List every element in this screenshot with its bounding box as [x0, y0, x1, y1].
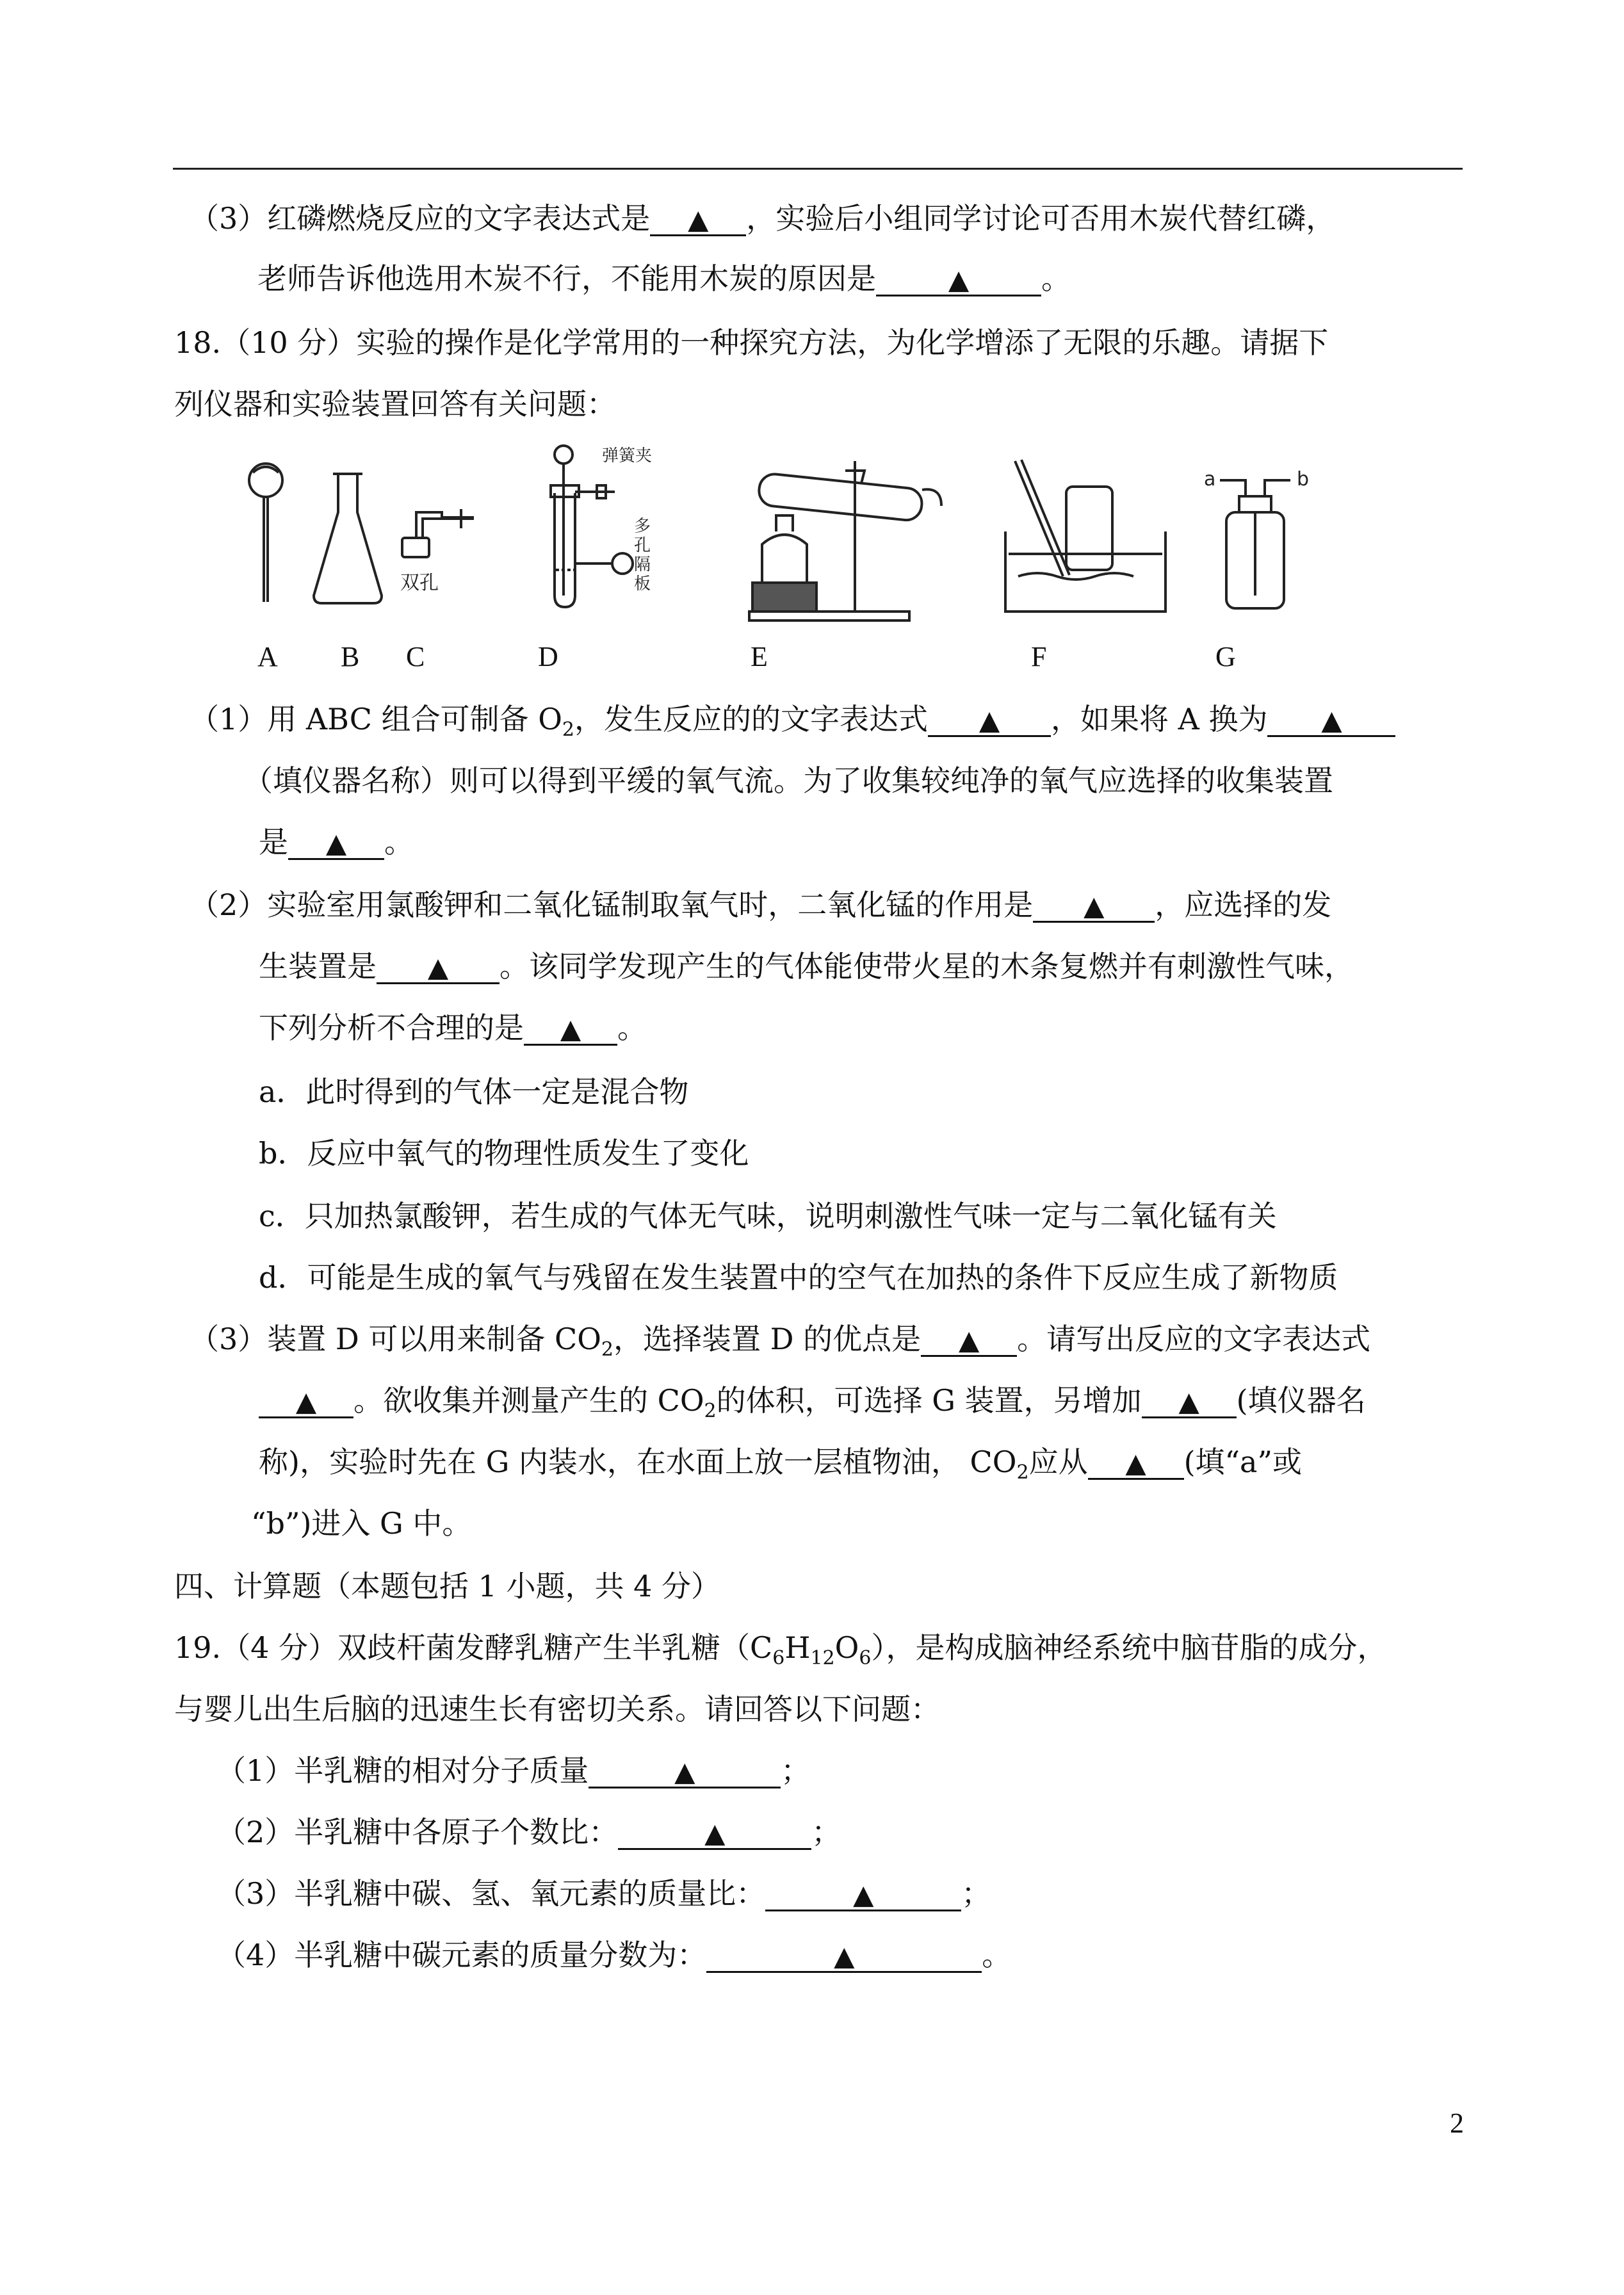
- porous-plate-label-1: 多: [634, 517, 651, 536]
- answer-blank[interactable]: ▲: [1267, 704, 1395, 737]
- q18-p3-line2: ▲ 。欲收集并测量产生的 $CO_2$的体积，可选择 G 装置，另增加 ▲ (填仪器名: [259, 1386, 1366, 1418]
- answer-blank[interactable]: ▲: [259, 1386, 353, 1418]
- q18-p1-line2: （填仪器名称）则可以得到平缓的氧气流。为了收集较纯净的氧气应选择的收集装置: [243, 763, 1333, 798]
- answer-blank[interactable]: ▲: [1033, 890, 1155, 923]
- porous-plate-label-3: 隔: [634, 555, 651, 574]
- header-rule: [173, 168, 1463, 170]
- porous-plate-label-4: 板: [634, 574, 651, 594]
- q18-p2-line2: 生装置是 ▲ 。该同学发现产生的气体能使带火星的木条复燃并有刺激性气味，: [259, 949, 1354, 984]
- q18-option-d: d．可能是生成的氧气与残留在发生装置中的空气在加热的条件下反应生成了新物质: [259, 1260, 1338, 1295]
- apparatus-label-b: B: [341, 641, 360, 672]
- q18-p1-line1: （1）用 ABC 组合可制备 $O_2$，发生反应的的文字表达式 ▲ ，如果将 A 换为 ▲: [190, 704, 1395, 737]
- q17-p3-line2: 老师告诉他选用木炭不行，不能用木炭的原因是 ▲ 。: [257, 261, 1071, 296]
- answer-blank[interactable]: ▲: [377, 952, 499, 984]
- apparatus-g-bottle: [1220, 480, 1290, 608]
- q19-intro-line1: 19.（4 分）双歧杆菌发酵乳糖产生半乳糖$(C_6H_{12}O_6)$，是构成脑神经系统中脑苷脂的成分，: [174, 1630, 1387, 1669]
- apparatus-e-heating: [749, 461, 941, 620]
- answer-blank[interactable]: ▲: [650, 204, 746, 236]
- q18-p3-line3: 称)，实验时先在 G 内装水，在水面上放一层植物油， $CO_2$应从 ▲ (填“a”或: [259, 1445, 1302, 1484]
- port-b-label: b: [1297, 468, 1310, 491]
- q18-option-b: b．反应中氧气的物理性质发生了变化: [259, 1136, 749, 1171]
- q18-intro-line1: 18.（10 分）实验的操作是化学常用的一种探究方法，为化学增添了无限的乐趣。请据下: [174, 325, 1329, 360]
- port-a-label: a: [1204, 468, 1216, 491]
- q19-p1: （1）半乳糖的相对分子质量 ▲ ；: [216, 1753, 811, 1788]
- apparatus-label-f: F: [1031, 641, 1047, 672]
- answer-blank[interactable]: ▲: [765, 1879, 961, 1911]
- answer-blank[interactable]: ▲: [921, 1324, 1017, 1357]
- answer-blank[interactable]: ▲: [1088, 1447, 1184, 1480]
- apparatus-label-e: E: [751, 641, 768, 672]
- q19-intro-line2: 与婴儿出生后脑的迅速生长有密切关系。请回答以下问题：: [174, 1692, 940, 1726]
- apparatus-b-flask: [314, 474, 382, 603]
- apparatus-figure: [0, 435, 1624, 647]
- q19-p4: （4）半乳糖中碳元素的质量分数为： ▲ 。: [216, 1938, 1012, 1972]
- spring-clip-label: 弹簧夹: [602, 446, 653, 466]
- answer-blank[interactable]: ▲: [876, 264, 1041, 296]
- q18-p3-line4: “b”)进入 G 中。: [251, 1506, 472, 1541]
- answer-blank[interactable]: ▲: [524, 1013, 617, 1046]
- page-number: 2: [1450, 2107, 1464, 2139]
- answer-blank[interactable]: ▲: [706, 1940, 982, 1973]
- apparatus-c-stopper: [402, 509, 474, 557]
- answer-blank[interactable]: ▲: [288, 827, 384, 860]
- q18-option-a: a．此时得到的气体一定是混合物: [259, 1075, 689, 1109]
- answer-blank[interactable]: ▲: [589, 1756, 781, 1788]
- section-4-heading: 四、计算题（本题包括 1 小题，共 4 分）: [174, 1569, 721, 1603]
- answer-blank[interactable]: ▲: [1142, 1386, 1237, 1418]
- double-hole-label: 双孔: [400, 572, 439, 594]
- q18-p3-line1: （3）装置 D 可以用来制备 $CO_2$，选择装置 D 的优点是 ▲ 。请写出反应的文字表达式: [190, 1322, 1371, 1361]
- q18-option-c: c．只加热氯酸钾，若生成的气体无气味，说明刺激性气味一定与二氧化锰有关: [259, 1199, 1277, 1233]
- apparatus-label-a: A: [257, 641, 278, 672]
- apparatus-label-g: G: [1215, 641, 1236, 672]
- apparatus-d-tube: [551, 446, 633, 607]
- q19-p2: （2）半乳糖中各原子个数比： ▲ ；: [216, 1815, 841, 1849]
- q17-p3-line1: （3）红磷燃烧反应的文字表达式是 ▲ ，实验后小组同学讨论可否用木炭代替红磷，: [190, 201, 1336, 236]
- apparatus-f-trough: [1005, 460, 1165, 612]
- porous-plate-label-2: 孔: [634, 536, 651, 555]
- apparatus-a-funnel: [249, 464, 282, 602]
- answer-blank[interactable]: ▲: [928, 704, 1051, 737]
- apparatus-label-d: D: [538, 641, 558, 672]
- q18-p2-line1: （2）实验室用氯酸钾和二氧化锰制取氧气时，二氧化锰的作用是 ▲ ，应选择的发: [190, 888, 1332, 922]
- apparatus-label-c: C: [406, 641, 425, 672]
- q18-p1-line3: 是 ▲ 。: [259, 825, 414, 859]
- q18-p2-line3: 下列分析不合理的是 ▲ 。: [259, 1010, 647, 1045]
- q18-intro-line2: 列仪器和实验装置回答有关问题：: [174, 387, 616, 421]
- q19-p3: （3）半乳糖中碳、氢、氧元素的质量比： ▲ ；: [216, 1876, 991, 1911]
- answer-blank[interactable]: ▲: [618, 1817, 811, 1850]
